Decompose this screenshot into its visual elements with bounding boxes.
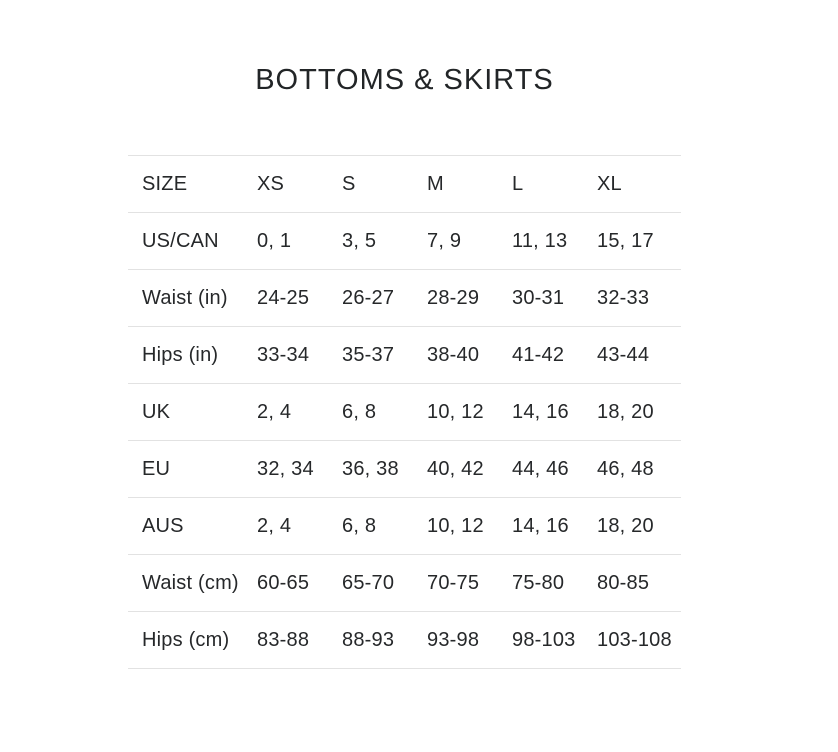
size-value-cell: 65-70	[342, 571, 395, 594]
table-row	[128, 555, 681, 612]
size-value-cell: 98-103	[512, 628, 576, 651]
size-value-cell: 32, 34	[257, 457, 314, 480]
size-value-cell: 93-98	[427, 628, 480, 651]
header-size-xs: XS	[257, 172, 285, 195]
size-value-cell: 10, 12	[427, 400, 484, 423]
size-value-cell: 15, 17	[597, 229, 654, 252]
size-value-cell: 28-29	[427, 286, 480, 309]
size-value-cell: 2, 4	[257, 514, 292, 537]
size-value-cell: 60-65	[257, 571, 310, 594]
page-title: BOTTOMS & SKIRTS	[255, 64, 554, 96]
row-label: Hips (cm)	[142, 628, 230, 651]
size-value-cell: 46, 48	[597, 457, 654, 480]
row-label: Hips (in)	[142, 343, 219, 366]
row-label: Waist (in)	[142, 286, 228, 309]
size-chart-table	[128, 155, 681, 669]
header-size-xl: XL	[597, 172, 622, 195]
size-value-cell: 30-31	[512, 286, 565, 309]
table-header-row	[128, 156, 681, 213]
size-value-cell: 35-37	[342, 343, 395, 366]
size-value-cell: 10, 12	[427, 514, 484, 537]
size-value-cell: 11, 13	[512, 229, 568, 252]
size-value-cell: 7, 9	[427, 229, 462, 252]
table-row	[128, 327, 681, 384]
size-value-cell: 26-27	[342, 286, 395, 309]
size-guide-page	[128, 0, 681, 669]
header-size-m: M	[427, 172, 444, 195]
size-value-cell: 14, 16	[512, 514, 569, 537]
size-value-cell: 3, 5	[342, 229, 377, 252]
table-row	[128, 270, 681, 327]
header-size-label: SIZE	[142, 172, 188, 195]
size-value-cell: 88-93	[342, 628, 395, 651]
size-value-cell: 24-25	[257, 286, 310, 309]
size-value-cell: 43-44	[597, 343, 650, 366]
header-size-s: S	[342, 172, 356, 195]
size-value-cell: 41-42	[512, 343, 565, 366]
size-value-cell: 33-34	[257, 343, 310, 366]
table-row	[128, 384, 681, 441]
table-row	[128, 498, 681, 555]
size-value-cell: 103-108	[597, 628, 672, 651]
size-value-cell: 83-88	[257, 628, 310, 651]
row-label: Waist (cm)	[142, 571, 239, 594]
size-value-cell: 36, 38	[342, 457, 399, 480]
table-row	[128, 612, 681, 669]
row-label: US/CAN	[142, 229, 219, 252]
row-label: AUS	[142, 514, 184, 537]
size-value-cell: 32-33	[597, 286, 650, 309]
size-value-cell: 14, 16	[512, 400, 569, 423]
size-value-cell: 0, 1	[257, 229, 292, 252]
table-row	[128, 213, 681, 270]
size-value-cell: 18, 20	[597, 514, 654, 537]
size-value-cell: 38-40	[427, 343, 480, 366]
size-value-cell: 40, 42	[427, 457, 484, 480]
row-label: EU	[142, 457, 171, 480]
row-label: UK	[142, 400, 171, 423]
size-value-cell: 75-80	[512, 571, 565, 594]
size-value-cell: 44, 46	[512, 457, 569, 480]
size-value-cell: 6, 8	[342, 514, 377, 537]
table-row	[128, 441, 681, 498]
header-size-l: L	[512, 172, 524, 195]
size-value-cell: 80-85	[597, 571, 650, 594]
size-value-cell: 2, 4	[257, 400, 292, 423]
table-body	[128, 213, 681, 669]
size-value-cell: 6, 8	[342, 400, 377, 423]
size-value-cell: 18, 20	[597, 400, 654, 423]
size-value-cell: 70-75	[427, 571, 480, 594]
